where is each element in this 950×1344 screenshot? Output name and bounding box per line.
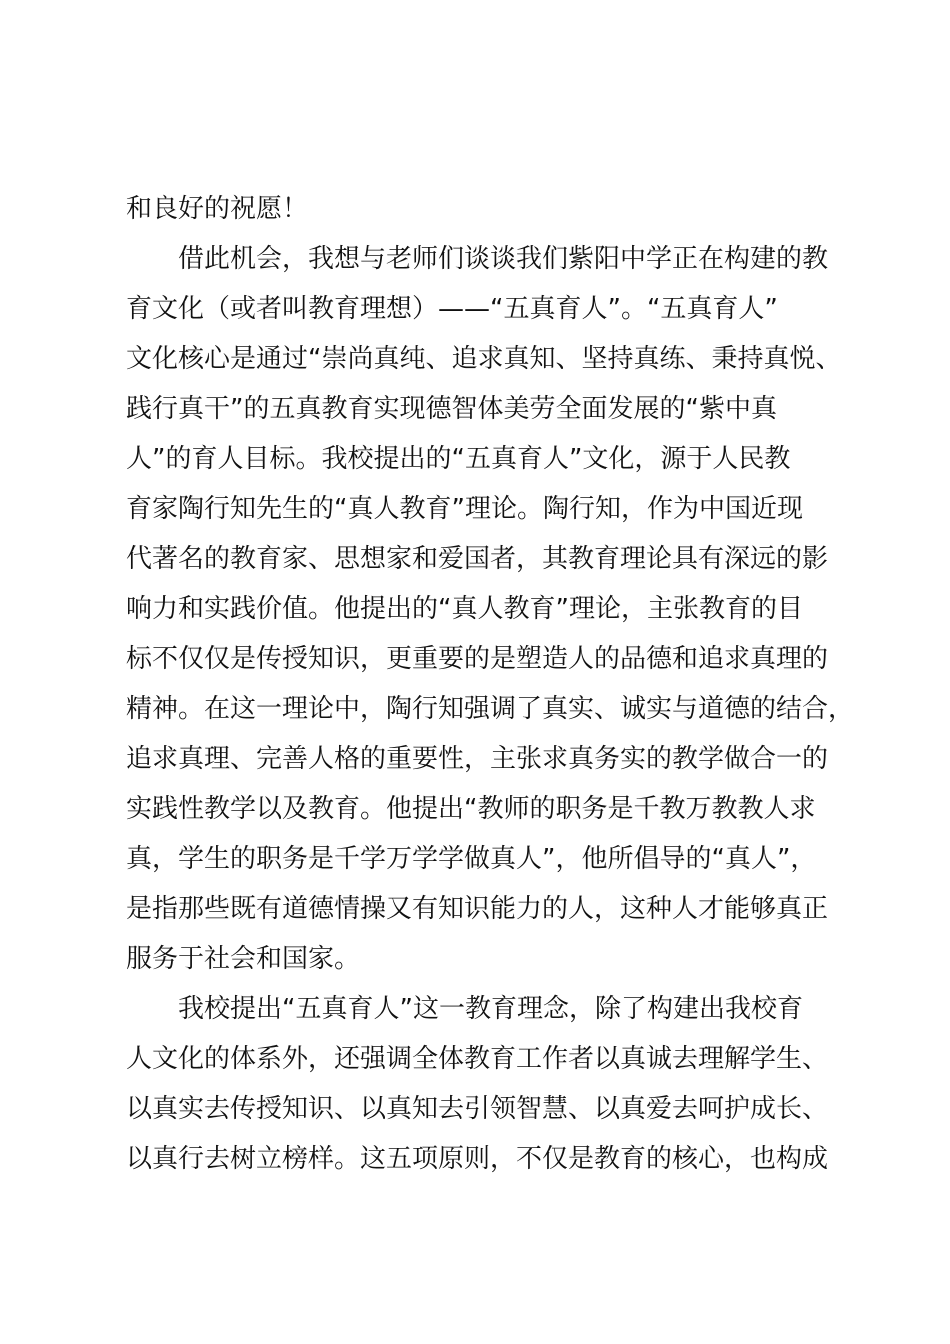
paragraph-first-line: 借此机会，我想与老师们谈谈我们紫阳中学正在构建的教	[178, 244, 829, 274]
text-line: 标不仅仅是传授知识，更重要的是塑造人的品德和追求真理的	[126, 644, 829, 674]
text-line: 实践性教学以及教育。他提出“教师的职务是千教万教教人求	[126, 794, 816, 824]
text-line: 育文化（或者叫教育理想）——“五真育人”。“五真育人”	[126, 294, 778, 324]
text-line: 和良好的祝愿！	[126, 194, 309, 224]
text-line: 代著名的教育家、思想家和爱国者，其教育理论具有深远的影	[126, 544, 829, 574]
text-line: 以真行去树立榜样。这五项原则，不仅是教育的核心，也构成	[126, 1144, 829, 1174]
text-line: 人文化的体系外，还强调全体教育工作者以真诚去理解学生、	[126, 1044, 829, 1074]
text-line: 育家陶行知先生的“真人教育”理论。陶行知，作为中国近现	[126, 494, 803, 524]
text-line: 精神。在这一理论中，陶行知强调了真实、诚实与道德的结合，	[126, 694, 855, 724]
text-line: 文化核心是通过“崇尚真纯、追求真知、坚持真练、秉持真悦、	[126, 344, 842, 374]
text-line: 以真实去传授知识、以真知去引领智慧、以真爱去呵护成长、	[126, 1094, 829, 1124]
paragraph-first-line: 我校提出“五真育人”这一教育理念，除了构建出我校育	[178, 994, 803, 1024]
text-line: 践行真干”的五真教育实现德智体美劳全面发展的“紫中真	[126, 394, 777, 424]
text-line: 真，学生的职务是千学万学学做真人”，他所倡导的“真人”，	[126, 844, 817, 874]
body-text	[126, 184, 866, 1184]
text-line: 是指那些既有道德情操又有知识能力的人，这种人才能够真正	[126, 894, 829, 924]
text-line: 人”的育人目标。我校提出的“五真育人”文化，源于人民教	[126, 444, 791, 474]
text-line: 追求真理、完善人格的重要性，主张求真务实的教学做合一的	[126, 744, 829, 774]
text-line: 服务于社会和国家。	[126, 944, 361, 974]
text-line: 响力和实践价值。他提出的“真人教育”理论，主张教育的目	[126, 594, 803, 624]
